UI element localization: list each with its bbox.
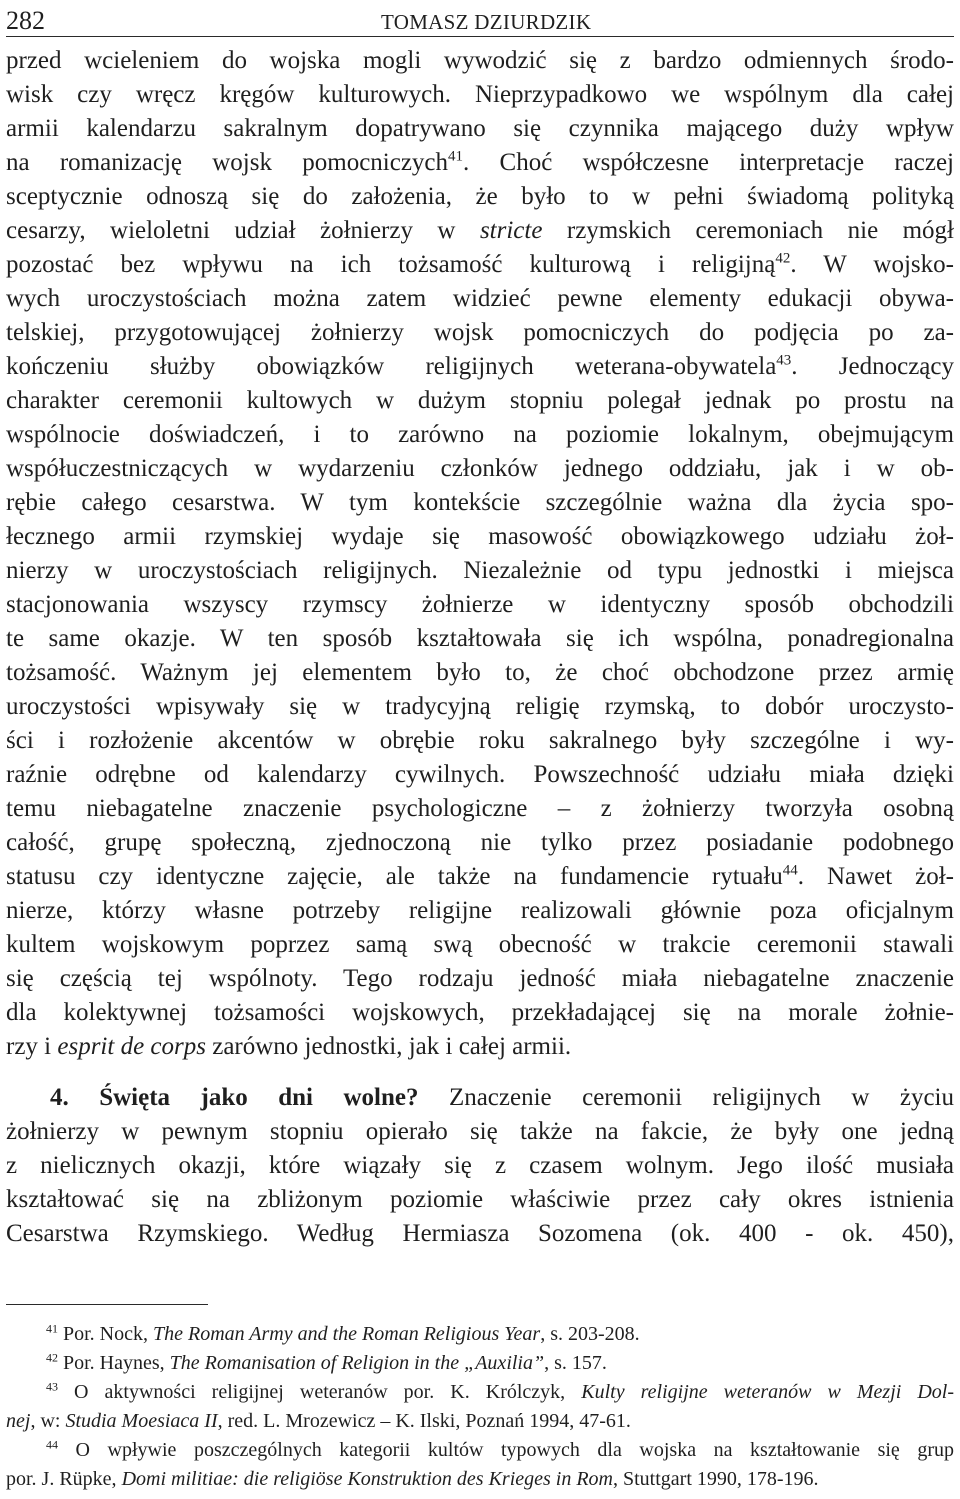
text-line: tożsamość. Ważnym jej elementem było to, że choć obchodzone przez armię — [6, 659, 954, 686]
text-segment: . Jednoczący — [791, 353, 954, 380]
text-line: te same okazje. W ten sposób kształtowała się ich wspólna, ponadregionalna — [6, 625, 954, 652]
text-line: się częścią tej wspólnoty. Tego rodzaju jedność miała niebagatelne znaczenie — [6, 965, 954, 992]
section-line-text: Znaczenie ceremonii religijnych w życiu — [418, 1084, 954, 1111]
text-line: nierze, którzy własne potrzeby religijne realizowali głównie poza oficjalnym — [6, 897, 954, 924]
section-first-line — [6, 1081, 954, 1115]
footnote-number: 41 — [46, 1321, 58, 1336]
text-line: armii kalendarzu sakralnym dopatrywano się czynnika mającego duży wpływ — [6, 115, 954, 142]
running-header — [6, 6, 954, 38]
text-line — [6, 146, 954, 180]
footnote-ref: 43 — [776, 352, 792, 369]
footnote-42: $^{42}$ Por. Haynes, The Romanisation of Religion in the „Auxilia”, s. 157. — [46, 1350, 607, 1374]
text-line: rębie całego cesarstwa. W tym kontekście szczególnie ważna dla życia spo- — [6, 489, 954, 516]
text-line: całość, grupę społeczną, zjednoczoną nie tylko przez posiadanie podobnego — [6, 829, 954, 856]
footnote-title: Domi militiae: die religiöse Konstruktion des Krieges in Rom — [121, 1468, 613, 1490]
text-line: wych uroczystościach można zatem widzieć pewne elementy edukacji obywa- — [6, 285, 954, 312]
text-line: wisk czy wręcz kręgów kulturowych. Nieprzypadkowo we wspólnym dla całej — [6, 81, 954, 108]
footnote-43: $^{43}$ O aktywności religijnej weteranów por. K. Królczyk, Kulty religijne weteranów w Mezji Dol- — [46, 1379, 954, 1403]
footnote-number: 44 — [46, 1437, 58, 1452]
text-line: stacjonowania wszyscy rzymscy żołnierze w identyczny sposób obchodzili — [6, 591, 954, 618]
page-number: 282 — [6, 6, 45, 35]
italic-term: esprit de corps — [57, 1033, 206, 1060]
section-line: z nielicznych okazji, które wiązały się z czasem wolnym. Jego ilość musiała — [6, 1152, 954, 1179]
text-segment: rzy i — [6, 1033, 58, 1060]
text-line: sceptycznie odnoszą się do założenia, że było to w pełni świadomą polityką — [6, 183, 954, 210]
footnotes — [6, 1320, 954, 1494]
text-line: temu niebagatelne znaczenie psychologiczne – z żołnierzy tworzyła osobną — [6, 795, 954, 822]
text-line: kultem wojskowym poprzez samą swą obecność w trakcie ceremonii stawali — [6, 931, 954, 958]
text-line: charakter ceremonii kultowych w dużym stopniu polegał jednak po prostu na — [6, 387, 954, 414]
text-segment: na romanizację wojsk pomocniczych — [6, 149, 449, 176]
text-line: uroczystości wpisywały się w tradycyjną religię rzymską, to dobór uroczysto- — [6, 693, 954, 720]
text-line — [6, 1030, 954, 1064]
footnote-ref: 42 — [775, 250, 791, 267]
text-line — [6, 860, 954, 894]
main-paragraph — [6, 44, 954, 1064]
footnote-44: $^{44}$ O wpływie poszczególnych kategorii kultów typowych dla wojska na kształtowanie się grup — [46, 1437, 954, 1461]
text-line: nierzy w uroczystościach religijnych. Niezależnie od typu jednostki i miejsca — [6, 557, 954, 584]
running-head-author: TOMASZ DZIURDZIK — [381, 10, 592, 34]
text-line: dla kolektywnej tożsamości wojskowych, przekładającej się na morale żołnie- — [6, 999, 954, 1026]
text-line — [6, 350, 954, 384]
footnote-number: 42 — [46, 1350, 58, 1365]
text-segment: zarówno jednostki, jak i całej armii. — [205, 1033, 572, 1060]
text-line: telskiej, przygotowującej żołnierzy wojsk pomocniczych do podjęcia po za- — [6, 319, 954, 346]
section-line: Cesarstwa Rzymskiego. Według Hermiasza Sozomena (ok. 400 - ok. 450), — [6, 1220, 954, 1247]
footnote-number: 43 — [46, 1379, 58, 1394]
text-segment: . Nawet żoł- — [797, 863, 954, 890]
text-segment: cesarzy, wieloletni udział żołnierzy w — [6, 217, 480, 244]
section-heading: 4. Święta jako dni wolne? — [50, 1084, 419, 1111]
text-line: przed wcieleniem do wojska mogli wywodzić się z bardzo odmiennych środo- — [6, 47, 954, 74]
footnote-title: The Roman Army and the Roman Religious Year — [153, 1323, 541, 1345]
header-rule — [6, 36, 954, 37]
text-line: łecznego armii rzymskiej wydaje się masowość obowiązkowego udziału żoł- — [6, 523, 954, 550]
text-segment: statusu czy identyczne zajęcie, ale także na fundamencie rytuału — [6, 863, 783, 890]
section-line: żołnierzy w pewnym stopniu opierało się także na fakcie, że były one jedną — [6, 1118, 954, 1145]
text-line: współuczestniczących w wydarzeniu członków jednego oddziału, jak i w ob- — [6, 455, 954, 482]
footnote-rule — [6, 1304, 208, 1305]
footnote-title: Kulty religijne weteranów w Mezji Dol- — [581, 1381, 954, 1403]
footnote-ref: 41 — [448, 148, 464, 165]
text-line — [6, 214, 954, 248]
footnote-41: $^{41}$ Por. Nock, The Roman Army and the Roman Religious Year, s. 203-208. — [46, 1321, 640, 1345]
text-line — [6, 248, 954, 282]
section-paragraph — [6, 1081, 954, 1251]
text-segment: kończeniu służby obowiązków religijnych weterana-obywatela — [6, 353, 777, 380]
footnote-ref: 44 — [782, 862, 798, 879]
text-segment: . W wojsko- — [790, 251, 954, 278]
text-line: raźnie odrębne od kalendarzy cywilnych. Powszechność udziału miała dzięki — [6, 761, 954, 788]
italic-term: stricte — [479, 217, 543, 244]
text-segment: pozostać bez wpływu na ich tożsamość kulturową i religijną — [6, 251, 776, 278]
footnote-title: The Romanisation of Religion in the „Auxilia” — [169, 1352, 545, 1374]
footnote-43-continued: nej, w: Studia Moesiaca II, red. L. Mrozewicz – K. Ilski, Poznań 1994, 47-61. — [6, 1410, 631, 1432]
section-line: kształtować się na zbliżonym poziomie właściwie przez cały okres istnienia — [6, 1186, 954, 1213]
text-line: ści i rozłożenie akcentów w obrębie roku sakralnego były szczególne i wy- — [6, 727, 954, 754]
footnote-44-continued: por. J. Rüpke, Domi militiae: die religiöse Konstruktion des Krieges in Rom, Stuttgart 1990, 178-196. — [6, 1468, 819, 1490]
text-line: wspólnocie doświadczeń, i to zarówno na poziomie lokalnym, obejmującym — [6, 421, 954, 448]
footnote-title: Studia Moesiaca II — [65, 1410, 218, 1432]
text-segment: . Choć współczesne interpretacje raczej — [463, 149, 954, 176]
text-segment: rzymskich ceremoniach nie mógł — [542, 217, 954, 244]
